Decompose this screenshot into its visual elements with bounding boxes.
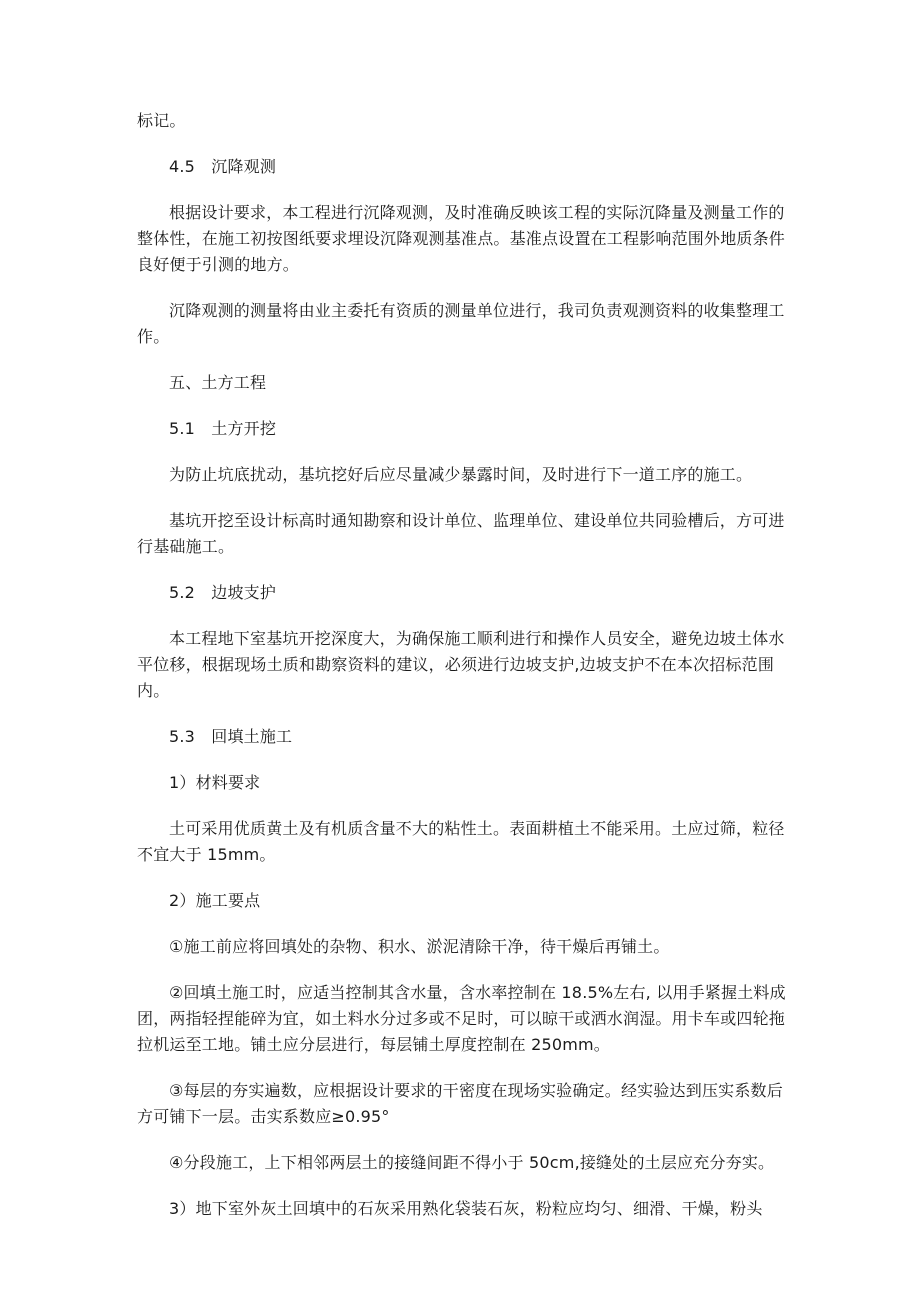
- paragraph-continuation: 标记。: [137, 111, 186, 130]
- section-heading-5-2: 5.2 边坡支护: [169, 583, 277, 602]
- list-item: ③每层的夯实遍数，应根据设计要求的干密度在现场实验确定。经实验达到压实系数后方可铺下一层。击实系数应≥0.95°: [137, 1081, 783, 1126]
- subheading-construction-points: 2）施工要点: [169, 891, 261, 910]
- paragraph: 根据设计要求，本工程进行沉降观测，及时准确反映该工程的实际沉降量及测量工作的整体性，在施工初按图纸要求埋设沉降观测基准点。基准点设置在工程影响范围外地质条件良好便于引测的地方。: [137, 203, 786, 274]
- list-item: ②回填土施工时，应适当控制其含水量，含水率控制在 18.5%左右, 以用手紧握土料成团，两指轻捏能碎为宜，如土料水分过多或不足时，可以晾干或洒水润湿。用卡车或四轮拖拉机运至工地。铺土应分层进行，每层铺土厚度控制在 250mm。: [137, 983, 786, 1054]
- paragraph: 为防止坑底扰动，基坑挖好后应尽量减少暴露时间，及时进行下一道工序的施工。: [169, 465, 753, 484]
- section-heading-5-1: 5.1 土方开挖: [169, 419, 277, 438]
- chapter-heading-5: 五、土方工程: [169, 373, 267, 392]
- section-heading-5-3: 5.3 回填土施工: [169, 727, 293, 746]
- paragraph: 3）地下室外灰土回填中的石灰采用熟化袋装石灰，粉粒应均匀、细滑、干燥，粉头: [169, 1199, 763, 1218]
- paragraph: 基坑开挖至设计标高时通知勘察和设计单位、监理单位、建设单位共同验槽后，方可进行基础施工。: [137, 511, 785, 556]
- list-item: ④分段施工，上下相邻两层土的接缝间距不得小于 50cm,接缝处的土层应充分夯实。: [169, 1153, 775, 1172]
- document-body: [137, 108, 787, 1222]
- subheading-material-requirements: 1）材料要求: [169, 773, 261, 792]
- section-heading-4-5: 4.5 沉降观测: [169, 157, 277, 176]
- paragraph: 土可采用优质黄土及有机质含量不大的粘性土。表面耕植土不能采用。土应过筛，粒径不宜大于 15mm。: [137, 819, 785, 864]
- paragraph: 本工程地下室基坑开挖深度大，为确保施工顺利进行和操作人员安全，避免边坡土体水平位移，根据现场土质和勘察资料的建议，必须进行边坡支护,边坡支护不在本次招标范围内。: [137, 629, 785, 700]
- list-item: ①施工前应将回填处的杂物、积水、淤泥清除干净，待干燥后再铺土。: [169, 937, 670, 956]
- paragraph: 沉降观测的测量将由业主委托有资质的测量单位进行，我司负责观测资料的收集整理工作。: [137, 301, 785, 346]
